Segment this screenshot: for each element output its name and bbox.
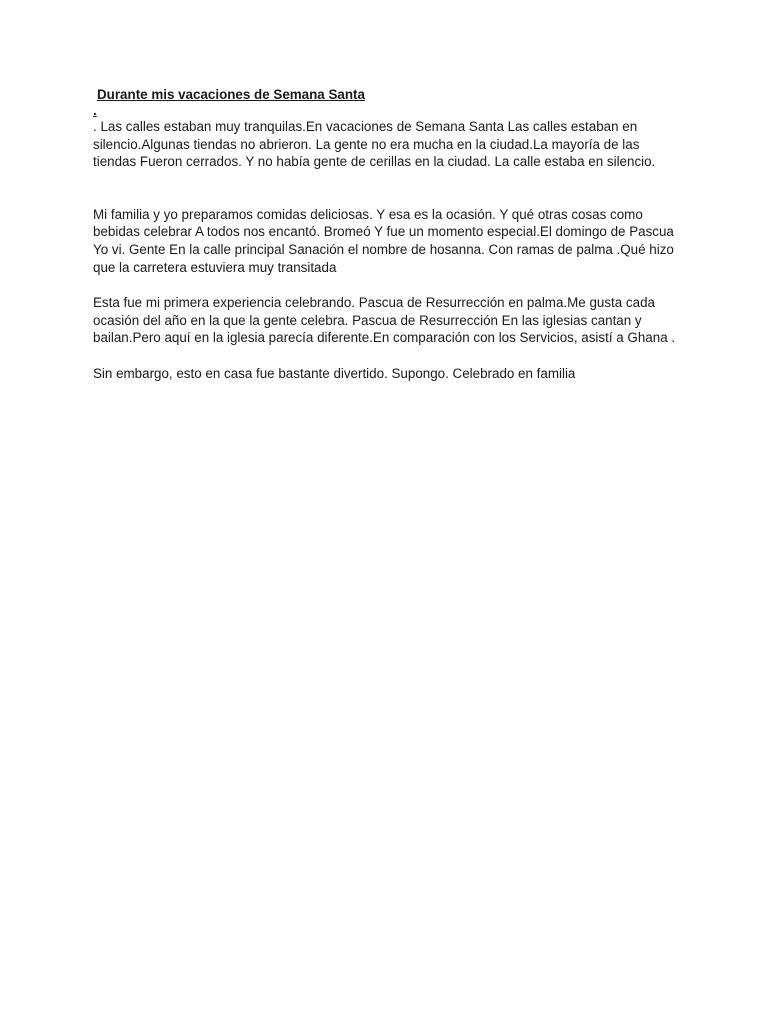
- paragraph-4: Sin embargo, esto en casa fue bastante divertido. Supongo. Celebrado en familia: [93, 365, 576, 381]
- paragraph-1: . Las calles estaban muy tranquilas.En vacaciones de Semana Santa Las calles estaban en silencio.Algunas tiendas no abrieron. La gente no era mucha en la ciudad.La mayoría de las tiendas Fueron cerrados. Y no había gente de cerillas en la ciudad. La calle estaba en silencio.: [93, 119, 656, 170]
- document-body: [93, 86, 683, 383]
- title-dot: .: [93, 103, 97, 118]
- document-title: Durante mis vacaciones de Semana Santa: [97, 87, 365, 102]
- paragraph-3: Esta fue mi primera experiencia celebrando. Pascua de Resurrección en palma.Me gusta cada ocasión del año en la que la gente celebra. Pascua de Resurrección En las iglesias cantan y bailan.Pero aquí en la iglesia parecía diferente.En comparación con los Servicios, asistí a Ghana .: [93, 295, 676, 346]
- paragraph-2: Mi familia y yo preparamos comidas deliciosas. Y esa es la ocasión. Y qué otras cosas como bebidas celebrar A todos nos encantó. Bromeó Y fue un momento especial.El domingo de Pascua Yo vi. Gente En la calle principal Sanación el nombre de hosanna. Con ramas de palma .Qué hizo que la carretera estuviera muy transitada: [93, 206, 674, 275]
